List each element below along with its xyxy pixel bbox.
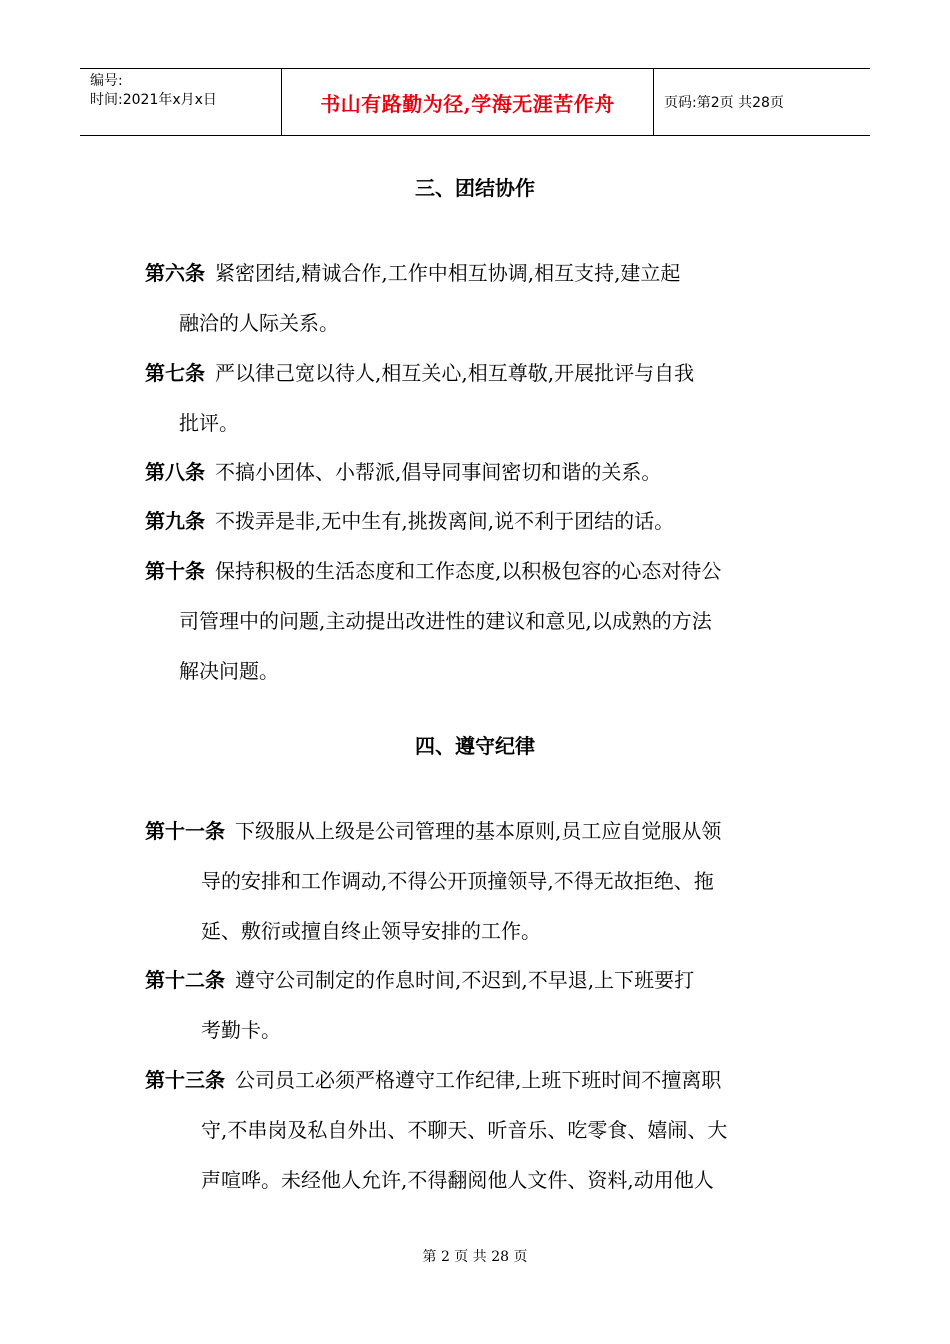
article-9 [145, 496, 810, 546]
article-6 [145, 248, 810, 348]
article-8 [145, 447, 810, 497]
page-footer: 第 2 页 共 28 页 [422, 1249, 528, 1265]
article-text: 融洽的人际关系。 [179, 311, 339, 335]
article-text: 解决问题。 [179, 659, 279, 683]
article-text: 遵守公司制定的作息时间,不迟到,不早退,上下班要打 [235, 968, 695, 992]
article-10 [145, 546, 810, 696]
article-13 [145, 1055, 810, 1205]
article-text: 考勤卡。 [201, 1018, 281, 1042]
article-text: 导的安排和工作调动,不得公开顶撞领导,不得无故拒绝、拖 [201, 869, 714, 893]
page-header [80, 68, 870, 136]
article-text: 不搞小团体、小帮派,倡导同事间密切和谐的关系。 [215, 460, 662, 484]
section-title: 三、团结协作 [415, 176, 535, 200]
article-title: 第六条 [145, 261, 205, 285]
section-title: 四、遵守纪律 [415, 734, 535, 758]
article-11 [145, 806, 810, 956]
article-text: 延、敷衍或擅自终止领导安排的工作。 [201, 919, 541, 943]
article-12 [145, 955, 810, 1055]
article-title: 第八条 [145, 460, 205, 484]
article-7 [145, 348, 810, 448]
article-text: 声喧哗。未经他人允许,不得翻阅他人文件、资料,动用他人 [201, 1168, 714, 1192]
article-text: 保持积极的生活态度和工作态度,以积极包容的心态对待公 [215, 559, 722, 583]
article-title: 第十三条 [145, 1068, 225, 1092]
article-text: 批评。 [179, 411, 239, 435]
header-meta [80, 69, 282, 135]
article-text: 司管理中的问题,主动提出改进性的建议和意见,以成熟的方法 [179, 609, 712, 633]
article-title: 第十一条 [145, 819, 225, 843]
article-text: 严以律己宽以待人,相互关心,相互尊敬,开展批评与自我 [215, 361, 695, 385]
time-label: 时间:2021年x月x日 [90, 92, 217, 108]
header-motto: 书山有路勤为径,学海无涯苦作舟 [282, 69, 654, 135]
article-text: 下级服从上级是公司管理的基本原则,员工应自觉服从领 [235, 819, 722, 843]
article-text: 不拨弄是非,无中生有,挑拨离间,说不利于团结的话。 [215, 509, 675, 533]
article-title: 第十二条 [145, 968, 225, 992]
article-title: 第九条 [145, 509, 205, 533]
article-title: 第七条 [145, 361, 205, 385]
article-text: 紧密团结,精诚合作,工作中相互协调,相互支持,建立起 [215, 261, 681, 285]
number-label: 编号: [90, 73, 123, 89]
article-text: 守,不串岗及私自外出、不聊天、听音乐、吃零食、嬉闹、大 [201, 1118, 728, 1142]
article-title: 第十条 [145, 559, 205, 583]
header-page-label: 页码:第2页 共28页 [664, 95, 784, 111]
article-text: 公司员工必须严格遵守工作纪律,上班下班时间不擅离职 [235, 1068, 722, 1092]
